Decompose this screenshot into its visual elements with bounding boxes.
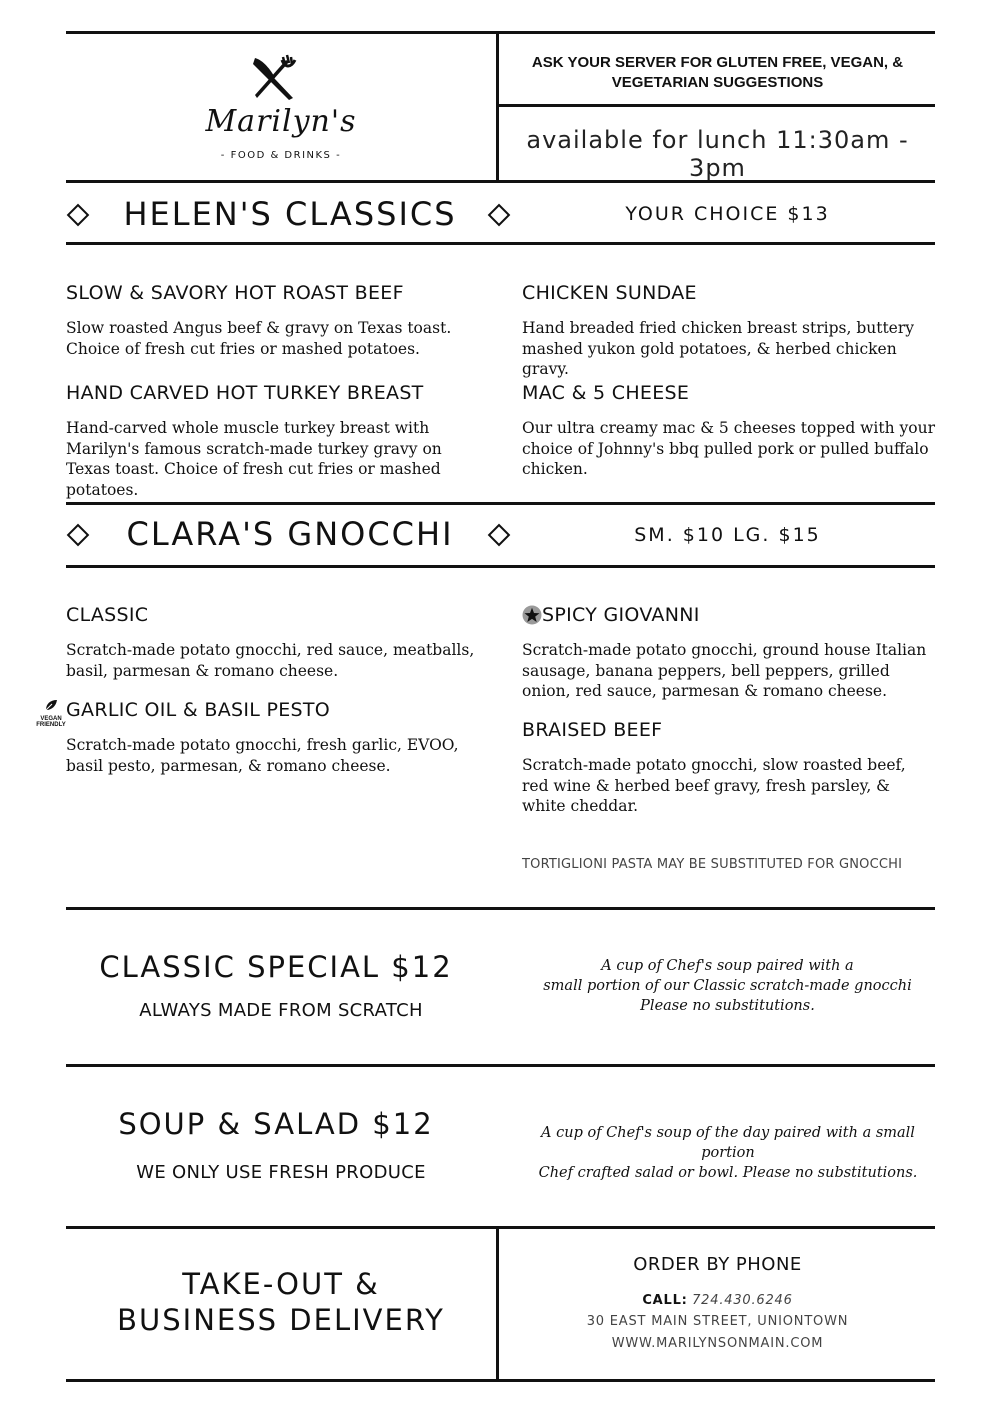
- classic-special-subtitle: ALWAYS MADE FROM SCRATCH: [139, 1000, 423, 1021]
- item-description: Scratch-made potato gnocchi, slow roasted beef, red wine & herbed beef gravy, fresh parsley, & white cheddar.: [522, 756, 906, 815]
- section-rule: [66, 907, 935, 910]
- section-rule: [66, 1064, 935, 1067]
- menu-item: [522, 382, 935, 480]
- item-description: Hand-carved whole muscle turkey breast with Marilyn's famous scratch-made turkey gravy on Texas toast. Choice of fresh cut fries or mashed potatoes.: [66, 419, 442, 499]
- menu-item: [522, 719, 935, 817]
- pasta-substitution-note: TORTIGLIONI PASTA MAY BE SUBSTITUTED FOR GNOCCHI: [522, 857, 903, 872]
- item-description: Slow roasted Angus beef & gravy on Texas toast. Choice of fresh cut fries or mashed potatoes.: [66, 319, 452, 358]
- diamond-icon: [67, 204, 90, 227]
- item-title: BRAISED BEEF: [522, 719, 663, 741]
- section-title-claras: CLARA'S GNOCCHI: [126, 515, 454, 553]
- vegan-badge: [36, 698, 66, 729]
- item-description: Scratch-made potato gnocchi, red sauce, meatballs, basil, parmesan & romano cheese.: [66, 641, 475, 680]
- logo-tagline: - FOOD & DRINKS -: [220, 150, 342, 161]
- menu-item: [66, 282, 486, 359]
- description-line: A cup of Chef's soup paired with a: [601, 958, 854, 974]
- item-title: HAND CARVED HOT TURKEY BREAST: [66, 382, 424, 404]
- description-line: Please no substitutions.: [640, 998, 815, 1014]
- call-label: CALL:: [642, 1293, 688, 1308]
- diamond-icon: [488, 524, 511, 547]
- takeout-line: TAKE-OUT &: [182, 1267, 380, 1301]
- description-line: Chef crafted salad or bowl. Please no substitutions.: [538, 1165, 918, 1181]
- section-title-helens: HELEN'S CLASSICS: [123, 195, 457, 233]
- item-title: CLASSIC: [66, 604, 149, 626]
- menu-item: [522, 604, 935, 702]
- item-title-text: SPICY GIOVANNI: [542, 604, 700, 626]
- section-rule: [66, 565, 935, 568]
- section-rule: [66, 502, 935, 505]
- item-title: MAC & 5 CHEESE: [522, 382, 690, 404]
- logo: [66, 40, 496, 175]
- fork-knife-icon: [249, 54, 299, 104]
- soup-salad-subtitle: WE ONLY USE FRESH PRODUCE: [136, 1162, 426, 1183]
- soup-salad-description: [516, 1123, 940, 1183]
- menu-item: [522, 282, 935, 380]
- dietary-notice: ASK YOUR SERVER FOR GLUTEN FREE, VEGAN, & VEGETARIAN SUGGESTIONS: [531, 54, 904, 91]
- item-description: Scratch-made potato gnocchi, fresh garlic, EVOO, basil pesto, parmesan, & romano cheese.: [66, 736, 459, 775]
- section-rule: [66, 1226, 935, 1229]
- classic-special-description: [520, 956, 935, 1016]
- description-line: small portion of our Classic scratch-made gnocchi: [543, 978, 912, 994]
- bottom-rule: [66, 1379, 935, 1382]
- section-rule: [66, 242, 935, 245]
- phone-line: [500, 1292, 935, 1308]
- item-description: Scratch-made potato gnocchi, ground house Italian sausage, banana peppers, bell peppers, grilled onion, red sauce, parmesan & romano cheese.: [522, 641, 927, 700]
- item-title: [522, 604, 935, 626]
- section-price-helens: YOUR CHOICE $13: [625, 203, 830, 225]
- item-title: CHICKEN SUNDAE: [522, 282, 697, 304]
- takeout-delivery: [66, 1266, 496, 1338]
- classic-special-title: CLASSIC SPECIAL $12: [99, 950, 453, 984]
- phone-number[interactable]: 724.430.6246: [692, 1293, 793, 1308]
- vegan-label: VEGAN: [40, 716, 62, 722]
- diamond-icon: [67, 524, 90, 547]
- footer-divider: [496, 1226, 499, 1380]
- website-link[interactable]: WWW.MARILYNSONMAIN.COM: [611, 1336, 824, 1351]
- lunch-availability: available for lunch 11:30am - 3pm: [526, 126, 909, 182]
- item-title: GARLIC OIL & BASIL PESTO: [66, 699, 331, 721]
- top-rule: [66, 31, 935, 34]
- item-description: Our ultra creamy mac & 5 cheeses topped with your choice of Johnny's bbq pulled pork or pulled buffalo chicken.: [522, 419, 936, 478]
- leaf-icon: [44, 699, 58, 711]
- header-notice-rule: [498, 104, 935, 107]
- address: 30 EAST MAIN STREET, UNIONTOWN: [586, 1314, 849, 1329]
- menu-item: [66, 382, 486, 500]
- item-description: Hand breaded fried chicken breast strips, buttery mashed yukon gold potatoes, & herbed chicken gravy.: [522, 319, 915, 378]
- star-icon: [522, 605, 542, 625]
- menu-item: [66, 604, 486, 681]
- header-bottom-rule: [66, 180, 935, 183]
- menu-item: [66, 699, 486, 776]
- soup-salad-title: SOUP & SALAD $12: [118, 1107, 434, 1141]
- order-by-phone-title: ORDER BY PHONE: [633, 1254, 802, 1275]
- item-title: SLOW & SAVORY HOT ROAST BEEF: [66, 282, 404, 304]
- description-line: A cup of Chef's soup of the day paired with a small portion: [541, 1125, 915, 1161]
- delivery-line: BUSINESS DELIVERY: [117, 1303, 445, 1337]
- friendly-label: FRIENDLY: [36, 722, 66, 728]
- section-price-claras: SM. $10 LG. $15: [634, 524, 821, 546]
- logo-script: Marilyn's: [205, 104, 357, 139]
- diamond-icon: [488, 204, 511, 227]
